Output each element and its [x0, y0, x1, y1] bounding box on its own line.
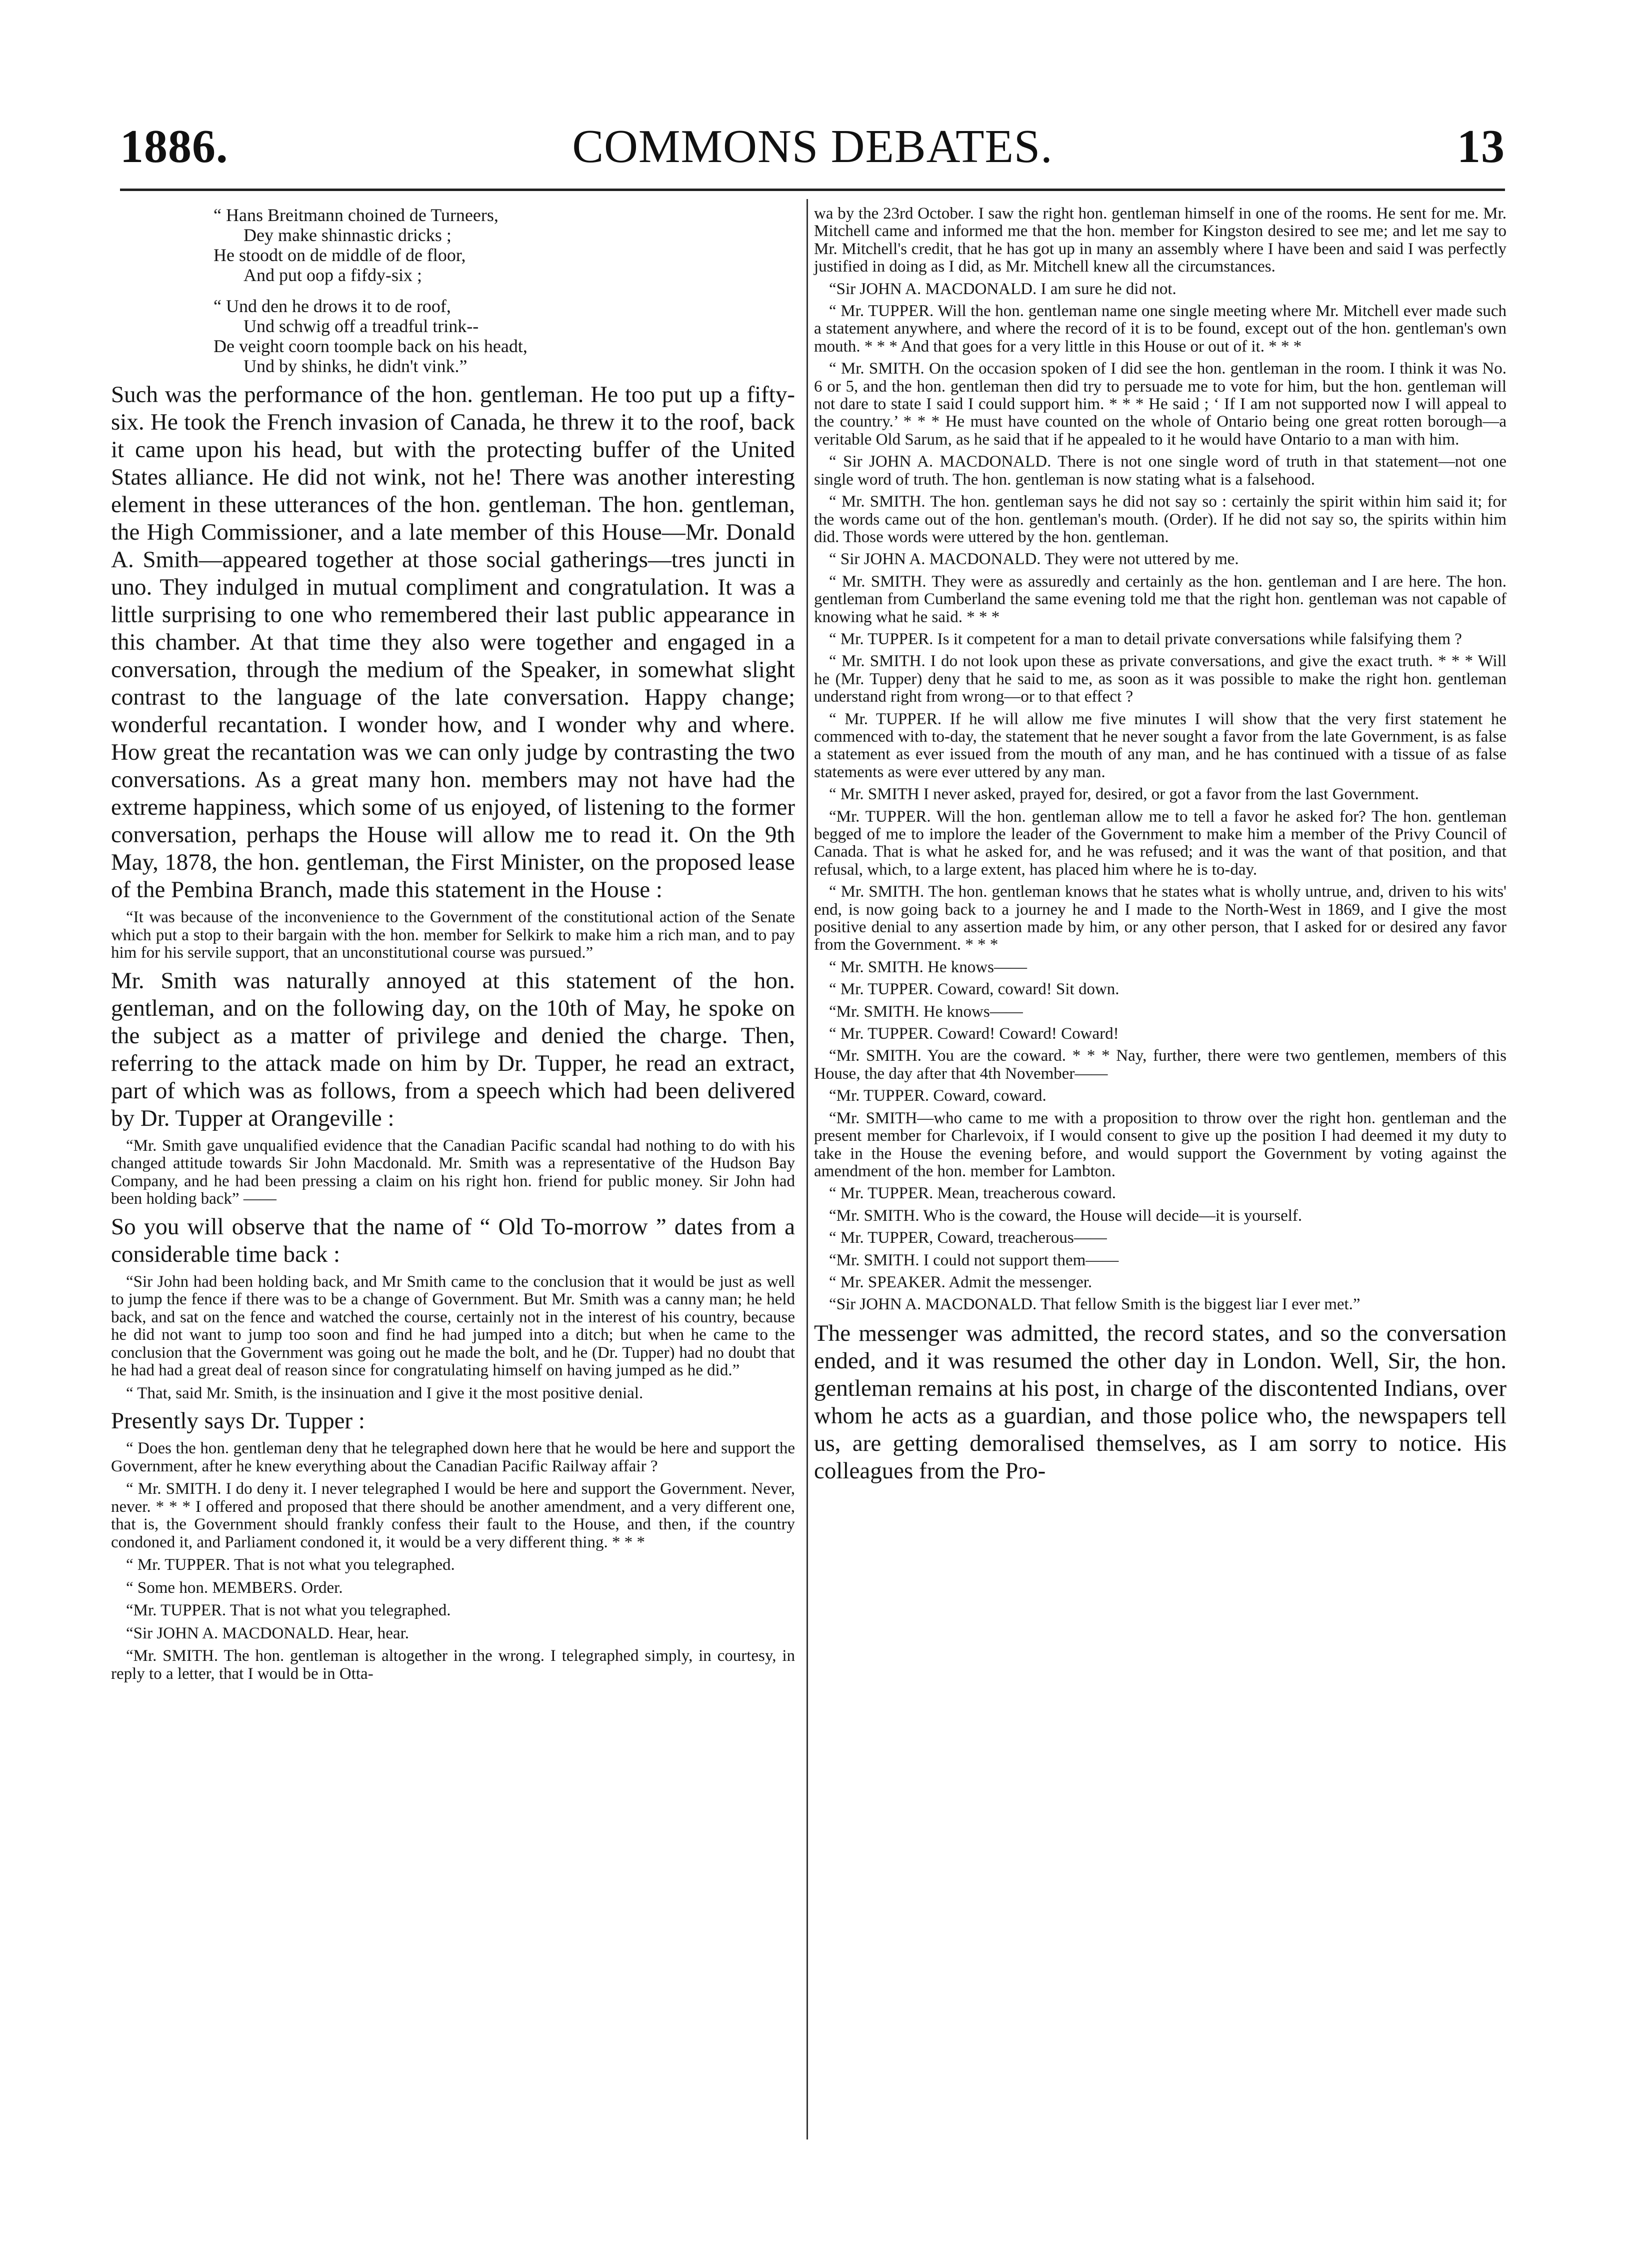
- quotation: “ Mr. SMITH. On the occasion spoken of I did see the hon. gentleman in the room. I think it was No. 6 or 5, and the hon. gentleman then did try to persuade me to vote for him, but the hon. gentleman will not dare to state I said I could support him. * * * He said ; ‘ If I am not supported now I will appeal to the country.’ * * * He must have counted on the whole of Ontario being one great rotten borough—a veritable Old Sarum, as he said that if he appealed to it he would have Ontario to a man with him.: [814, 360, 1506, 449]
- verse-line: De veight coorn toomple back on his headt,: [214, 336, 528, 356]
- quotation: “ Mr. TUPPER. Coward! Coward! Coward!: [829, 1025, 1119, 1043]
- verse-line: He stoodt on de middle of de floor,: [214, 245, 466, 265]
- header-rule: [120, 189, 1505, 191]
- quotation: “ Mr. TUPPER. Mean, treacherous coward.: [829, 1184, 1116, 1203]
- quotation: “Mr. SMITH—who came to me with a proposition to throw over the right hon. gentleman and the present member for Charlevoix, if I would consent to give up the position I had deemed it my duty to take in the House the evening before, and would support the Government by voting against the amendment of the hon. member for Lambton.: [814, 1109, 1506, 1180]
- quotation: “Mr. SMITH. The hon. gentleman is altogether in the wrong. I telegraphed simply, in courtesy, in reply to a letter, that I would be in Otta-: [111, 1647, 795, 1683]
- verse-line: Und schwig off a treadful trink--: [244, 316, 479, 336]
- quotation: “Mr. SMITH. You are the coward. * * * Nay, further, there were two gentlemen, members of this House, the day after that 4th November——: [814, 1047, 1506, 1083]
- quotation: “Mr. TUPPER. Coward, coward.: [829, 1087, 1046, 1105]
- page-header: [120, 118, 1505, 186]
- verse-stanza-2: [111, 296, 795, 376]
- header-year: 1886.: [120, 121, 228, 173]
- verse-line: “ Und den he drows it to de roof,: [214, 296, 451, 316]
- quotation: “Sir JOHN A. MACDONALD. I am sure he did not.: [829, 280, 1176, 298]
- quotation: “ That, said Mr. Smith, is the insinuation and I give it the most positive denial.: [126, 1384, 644, 1402]
- quotation: “ Some hon. MEMBERS. Order.: [126, 1578, 343, 1597]
- paragraph: Such was the performance of the hon. gentleman. He too put up a fifty-six. He took the French invasion of Canada, he threw it to the roof, back it came upon his head, but with the protecting buffer of the United States alliance. He did not wink, not he! There was another interesting element in these utterances of the hon. gentleman. The hon. gentleman, the High Commissioner, and a late member of this House—Mr. Donald A. Smith—appeared together at those social gatherings—tres juncti in uno. They indulged in mutual compliment and congratulation. It was a little surprising to one who remembered their last public appearance in this chamber. At that time they also were together and engaged in a conversation, through the medium of the Speaker, in somewhat slight contrast to the language of the late conversation. Happy change; wonderful recantation. I wonder how, and I wonder why and where. How great the recantation was we can only judge by contrasting the two conversations. As a great many hon. members may not have had the extreme happiness, which some of us enjoyed, of listening to the former conversation, perhaps the House will allow me to read it. On the 9th May, 1878, the hon. gentleman, the First Minister, on the proposed lease of the Pembina Branch, made this statement in the House :: [111, 382, 795, 903]
- header-page-number: 13: [1457, 121, 1505, 173]
- verse-line: “ Hans Breitmann choined de Turneers,: [214, 205, 498, 225]
- verse-line: Und by shinks, he didn't vink.”: [244, 356, 468, 376]
- header-title: COMMONS DEBATES.: [572, 121, 1053, 173]
- quotation: “ Does the hon. gentleman deny that he telegraphed down here that he would be here and support the Government, after he knew everything about the Canadian Pacific Railway affair ?: [111, 1439, 795, 1475]
- quotation: “ Mr. SMITH. They were as assuredly and certainly as the hon. gentleman and I are here. The hon. gentleman from Cumberland the same evening told me that the right hon. gentleman was not capable of knowing what he said. * * *: [814, 572, 1506, 626]
- quotation: “ Mr. SMITH. I do deny it. I never telegraphed I would be here and support the Government. Never, never. * * * I offered and proposed that there should be another amendment, and a very different one, that is, the Government should frankly confess their fault to the House, and then, if the country condoned it, and Parliament condoned it, it would be a very different thing. * * *: [111, 1480, 795, 1551]
- quotation: “ Mr. TUPPER, Coward, treacherous——: [829, 1229, 1107, 1247]
- quotation: “Sir JOHN A. MACDONALD. That fellow Smith is the biggest liar I ever met.”: [829, 1295, 1360, 1314]
- paragraph: Mr. Smith was naturally annoyed at this statement of the hon. gentleman, and on the following day, on the 10th of May, he spoke on the subject as a matter of privilege and denied the charge. Then, referring to the attack made on him by Dr. Tupper, he read an extract, part of which was as follows, from a speech which had been delivered by Dr. Tupper at Orangeville :: [111, 967, 795, 1131]
- quotation: “ Sir JOHN A. MACDONALD. They were not uttered by me.: [829, 550, 1239, 569]
- paragraph: So you will observe that the name of “ Old To-morrow ” dates from a considerable time back :: [111, 1213, 795, 1267]
- quotation: “ Mr. TUPPER. Is it competent for a man to detail private conversations while falsifying them ?: [829, 630, 1462, 648]
- quotation: “Mr. SMITH. Who is the coward, the House will decide—it is yourself.: [829, 1206, 1302, 1225]
- quotation: “ Mr. SMITH. The hon. gentleman knows that he states what is wholly untrue, and, driven to his wits' end, is now going back to a journey he and I made to the North-West in 1869, and I give the most positive denial to any assertion made by him, or any other person, that I asked for or desired any favor from the Government. * * *: [814, 883, 1506, 954]
- quotation: “ Mr. TUPPER. Will the hon. gentleman name one single meeting where Mr. Mitchell ever made such a statement anywhere, and where the record of it is to be found, except out of the hon. gentleman's own mouth. * * * And that goes for a very little in this House or out of it. * * *: [814, 302, 1506, 356]
- quotation: “ Mr. SMITH. The hon. gentleman says he did not say so : certainly the spirit within him said it; for the words came out of the hon. gentleman's mouth. (Order). If he did not say so, the spirits within him did. Those words were uttered by the hon. gentleman.: [814, 493, 1506, 546]
- quotation: “Sir JOHN A. MACDONALD. Hear, hear.: [126, 1624, 410, 1642]
- quotation: “Mr. TUPPER. Will the hon. gentleman allow me to tell a favor he asked for? The hon. gentleman begged of me to implore the leader of the Government to make him a member of the Privy Council of Canada. That is what he asked for, and he was refused; and it was the want of that position, and that refusal, which, to a large extent, has placed him where he is to-day.: [814, 807, 1506, 879]
- verse-line: Dey make shinnastic dricks ;: [244, 225, 452, 245]
- quotation: “Mr. Smith gave unqualified evidence that the Canadian Pacific scandal had nothing to do with his changed attitude towards Sir John Macdonald. Mr. Smith was a representative of the Hudson Bay Company, and he had been pressing a claim on his right hon. friend for public money. Sir John had been holding back” ——: [111, 1136, 795, 1208]
- quotation: “Mr. TUPPER. That is not what you telegraphed.: [126, 1601, 451, 1619]
- paragraph: Presently says Dr. Tupper :: [111, 1408, 365, 1434]
- quotation: wa by the 23rd October. I saw the right hon. gentleman himself in one of the rooms. He sent for me. Mr. Mitchell came and informed me that the hon. member for Kingston desired to see me; and let me say to Mr. Mitchell's credit, that he has got up in many an assembly where I have been and said I was perfectly justified in doing as I did, as Mr. Mitchell knew all the circumstances.: [814, 205, 1506, 276]
- quotation: “ Sir JOHN A. MACDONALD. There is not one single word of truth in that statement—not one single word of truth. The hon. gentleman is now stating what is a falsehood.: [814, 453, 1506, 489]
- quotation: “ Mr. SMITH. He knows——: [829, 958, 1027, 976]
- quotation: “ Mr. SMITH I never asked, prayed for, desired, or got a favor from the last Government.: [829, 785, 1419, 804]
- left-column: [111, 205, 795, 1688]
- quotation: “Mr. SMITH. I could not support them——: [829, 1251, 1119, 1269]
- quotation: “ Mr. TUPPER. If he will allow me five minutes I will show that the very first statement he commenced with to-day, the statement that he never sought a favor from the late Government, is as false a statement as ever issued from the mouth of any man, and he has continued with a tissue of as false statements as were ever uttered by any man.: [814, 710, 1506, 781]
- quotation: “ Mr. TUPPER. That is not what you telegraphed.: [126, 1556, 455, 1574]
- quotation: “ Mr. TUPPER. Coward, coward! Sit down.: [829, 980, 1120, 999]
- right-column: [814, 205, 1506, 1485]
- quotation: “ Mr. SPEAKER. Admit the messenger.: [829, 1273, 1092, 1291]
- quotation: “ Mr. SMITH. I do not look upon these as private conversations, and give the exact truth. * * * Will he (Mr. Tupper) deny that he said to me, as soon as it was possible to make the right hon. gentleman understand right from wrong—or to that effect ?: [814, 652, 1506, 706]
- quotation: “It was because of the inconvenience to the Government of the constitutional action of the Senate which put a stop to their bargain with the hon. member for Selkirk to make him a rich man, and to pay him for his servile support, that an unconstitutional course was pursued.”: [111, 908, 795, 962]
- verse-stanza-1: [111, 205, 795, 285]
- quotation: “Sir John had been holding back, and Mr Smith came to the conclusion that it would be just as well to jump the fence if there was to be a change of Government. But Mr. Smith was a canny man; he held back, and sat on the fence and watched the course, certainly not in the interest of his country, because he did not want to jump too soon and find he had jumped into a ditch; but when he came to the conclusion that the Government was going out he made the bolt, and he (Dr. Tupper) had no doubt that he had had a great deal of reason since for congratulating himself on having jumped as he did.”: [111, 1272, 795, 1379]
- column-divider: [806, 199, 808, 2139]
- verse-line: And put oop a fifdy-six ;: [244, 265, 422, 285]
- quotation: “Mr. SMITH. He knows——: [829, 1002, 1023, 1021]
- paragraph: The messenger was admitted, the record states, and so the conversation ended, and it was resumed the other day in London. Well, Sir, the hon. gentleman remains at his post, in charge of the discontented Indians, over whom he acts as a guardian, and those police who, the newspapers tell us, are getting demoralised themselves, as I am sorry to notice. His colleagues from the Pro-: [814, 1320, 1506, 1484]
